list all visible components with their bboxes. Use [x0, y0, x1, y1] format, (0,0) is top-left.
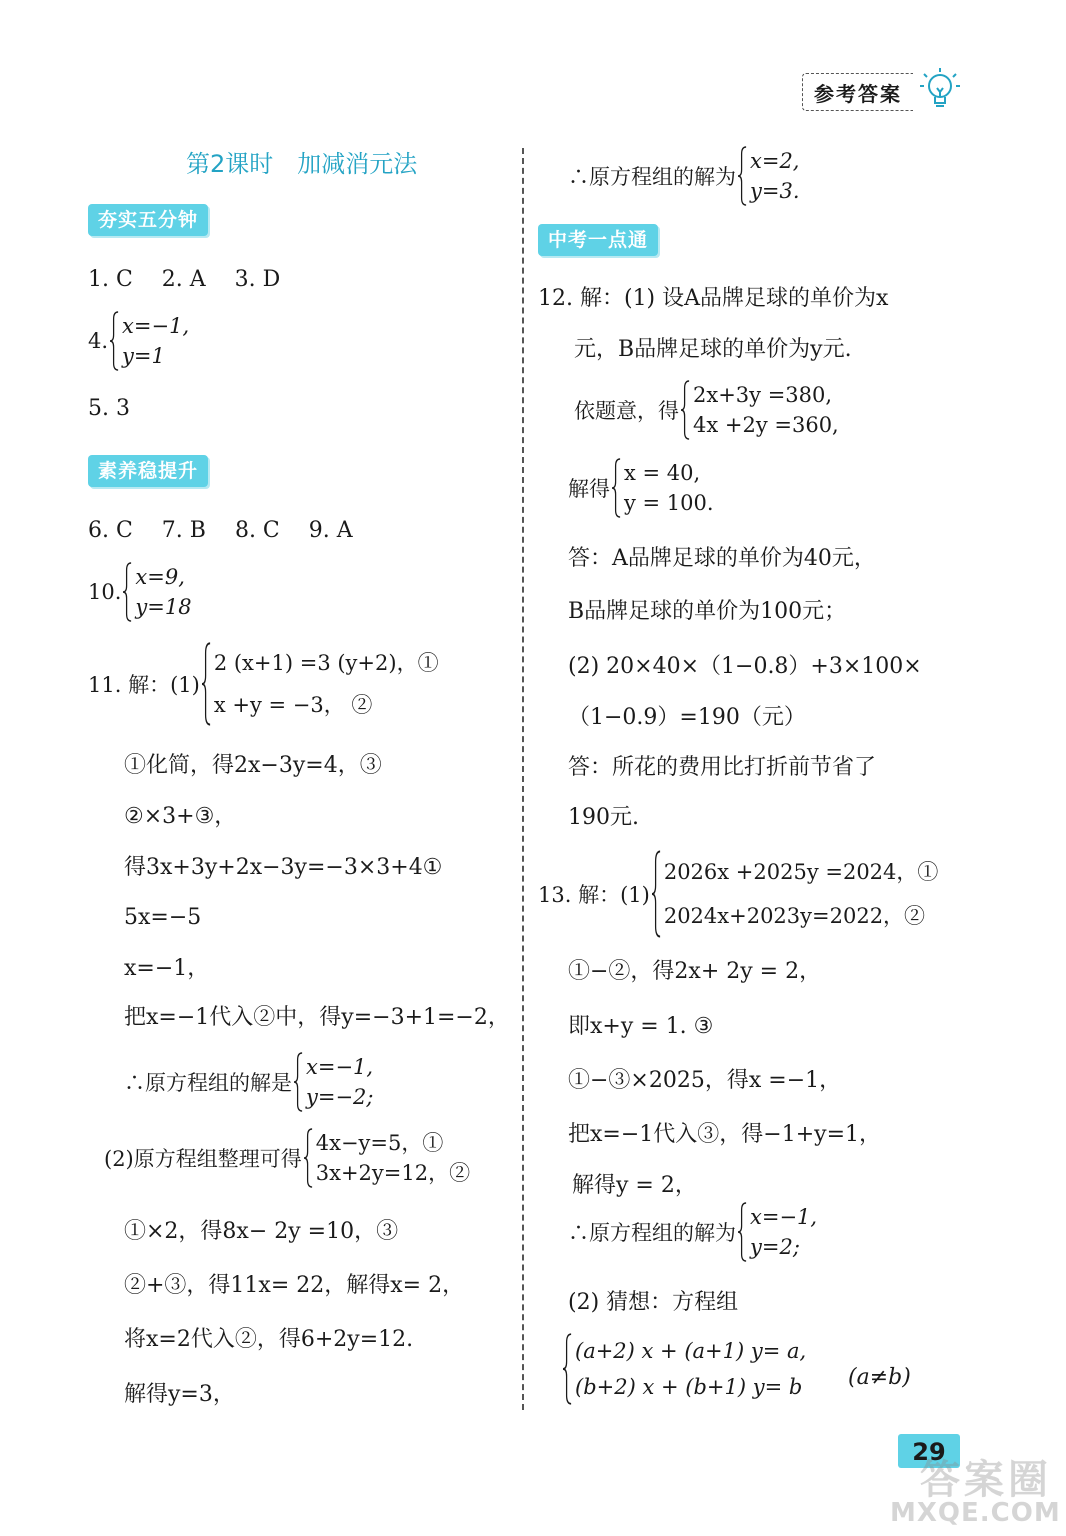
- q13-label: 13. 解：(1): [538, 883, 650, 907]
- brace-icon: [612, 458, 621, 518]
- brace-icon: [123, 562, 132, 622]
- solution-1-label: ∴原方程组的解是: [124, 1071, 292, 1095]
- step-5: x=−1，: [124, 956, 210, 981]
- brace-icon: [738, 1202, 747, 1262]
- q10-label: 10.: [88, 580, 122, 604]
- answer-q5: 5. 3: [88, 396, 130, 421]
- brace-icon: [110, 311, 119, 371]
- q12-system-row-2: 4x +2y =360,: [693, 413, 839, 437]
- q13-guess-row-2: (b+2) x + (b+1) y= b: [575, 1375, 803, 1399]
- header-tag: 参考答案: [802, 73, 913, 111]
- q11-row-2: x +y = −3， ②: [213, 693, 373, 717]
- badge-warmup: 夯实五分钟: [88, 204, 208, 236]
- step-9: ②+③，得11x= 22，解得x= 2，: [124, 1273, 465, 1298]
- solution-1-row-1: x=−1,: [306, 1055, 374, 1079]
- q13-guess-system: [563, 1333, 806, 1405]
- badge-improve: 素养稳提升: [88, 455, 208, 487]
- q13-part-2: (2) 猜想：方程组: [568, 1290, 739, 1315]
- part-2-label: (2)原方程组整理可得: [104, 1147, 302, 1171]
- part-2-row-2: 3x+2y=12，②: [315, 1161, 471, 1185]
- q13-solution-row-2: y=2;: [750, 1235, 800, 1259]
- q13-solution-row-1: x=−1,: [750, 1205, 818, 1229]
- answer-a3: (2) 20×40×（1−0.8）+3×100×: [568, 654, 922, 679]
- q12-system-row-1: 2x+3y =380,: [693, 383, 833, 407]
- answer-line-1-3: 1. C 2. A 3. D: [88, 267, 281, 292]
- brace-icon: [652, 850, 661, 938]
- q10-row-1: x=9,: [135, 565, 185, 589]
- step-1: ①化简，得2x−3y=4，③: [124, 753, 382, 778]
- q12-solution-label: 解得: [568, 477, 610, 501]
- answer-a4: （1−0.9）=190（元）: [568, 705, 806, 730]
- q10-row-2: y=18: [135, 595, 192, 619]
- q12-solution-row-1: x = 40,: [624, 461, 701, 485]
- answer-a1: 答：A品牌足球的单价为40元，: [568, 546, 876, 571]
- badge-exam: 中考一点通: [538, 224, 658, 256]
- q13-step-4: 把x=−1代入③，得−1+y=1，: [568, 1122, 881, 1147]
- q11-row-1: 2 (x+1) =3 (y+2)，①: [213, 651, 439, 675]
- q13-row-2: 2024x+2023y=2022，②: [663, 904, 926, 928]
- q12-solution-row-2: y = 100.: [624, 491, 714, 515]
- watermark-bottom: MXQE.COM: [890, 1498, 1061, 1528]
- q4-row-1: x=−1,: [122, 314, 190, 338]
- q13-row-1: 2026x +2025y =2024，①: [663, 860, 939, 884]
- q13-condition: (a≠b): [848, 1365, 911, 1390]
- q13-step-3: ①−③×2025，得x =−1，: [568, 1068, 842, 1093]
- q11-label: 11. 解：(1): [88, 673, 200, 697]
- step-3: 得3x+3y+2x−3y=−3×3+4①: [124, 855, 443, 880]
- page-number: 29: [898, 1434, 960, 1468]
- solution-0-label: ∴原方程组的解为: [568, 165, 736, 189]
- watermark: [880, 1440, 1060, 1530]
- brace-icon: [294, 1052, 303, 1112]
- q12-line-2: 元，B品牌足球的单价为y元.: [574, 337, 852, 362]
- solution-1-row-2: y=−2;: [306, 1085, 374, 1109]
- system-part-2: [104, 1128, 470, 1188]
- q13-solution-label: ∴原方程组的解为: [568, 1221, 736, 1245]
- step-11: 解得y=3，: [124, 1382, 235, 1407]
- column-divider: [522, 148, 524, 1410]
- solution-1: [124, 1052, 374, 1112]
- watermark-top: 答案圈: [920, 1457, 1052, 1503]
- lightbulb-icon: [918, 66, 962, 112]
- step-2: ②×3+③，: [124, 804, 237, 829]
- q4-label: 4.: [88, 329, 109, 353]
- q13-step-2: 即x+y = 1. ③: [568, 1014, 714, 1039]
- answer-a5: 答：所花的费用比打折前节省了: [568, 755, 877, 780]
- part-2-row-1: 4x−y=5，①: [315, 1131, 444, 1155]
- section-title: 第2课时 加减消元法: [186, 150, 418, 178]
- q13-system: [538, 850, 938, 938]
- step-4: 5x=−5: [124, 905, 202, 930]
- answer-line-6-9: 6. C 7. B 8. C 9. A: [88, 518, 353, 543]
- q12-system: [574, 380, 839, 440]
- brace-icon: [563, 1333, 572, 1405]
- answer-a6: 190元.: [568, 805, 639, 830]
- q13-step-5: 解得y = 2，: [572, 1173, 697, 1198]
- brace-icon: [738, 146, 747, 206]
- answer-q10: [88, 562, 192, 622]
- q4-row-2: y=1: [122, 344, 165, 368]
- answer-q11: [88, 642, 439, 726]
- q12-line-1: 12. 解：(1) 设A品牌足球的单价为x: [538, 286, 889, 311]
- brace-icon: [202, 642, 211, 726]
- q13-solution: [568, 1202, 817, 1262]
- solution-0: [568, 146, 800, 206]
- solution-0-row-2: y=3.: [750, 179, 800, 203]
- step-8: ①×2，得8x− 2y =10，③: [124, 1219, 399, 1244]
- answer-a2: B品牌足球的单价为100元；: [568, 599, 847, 624]
- step-10: 将x=2代入②，得6+2y=12.: [124, 1327, 414, 1352]
- q12-solution: [568, 458, 714, 518]
- q12-system-label: 依题意，得: [574, 399, 679, 423]
- brace-icon: [681, 380, 690, 440]
- answer-q4: [88, 311, 189, 371]
- step-6: 把x=−1代入②中，得y=−3+1=−2，: [124, 1005, 510, 1030]
- brace-icon: [304, 1128, 313, 1188]
- solution-0-row-1: x=2,: [750, 149, 800, 173]
- q13-step-1: ①−②，得2x+ 2y = 2，: [568, 959, 822, 984]
- q13-guess-row-1: (a+2) x + (a+1) y= a,: [575, 1339, 807, 1363]
